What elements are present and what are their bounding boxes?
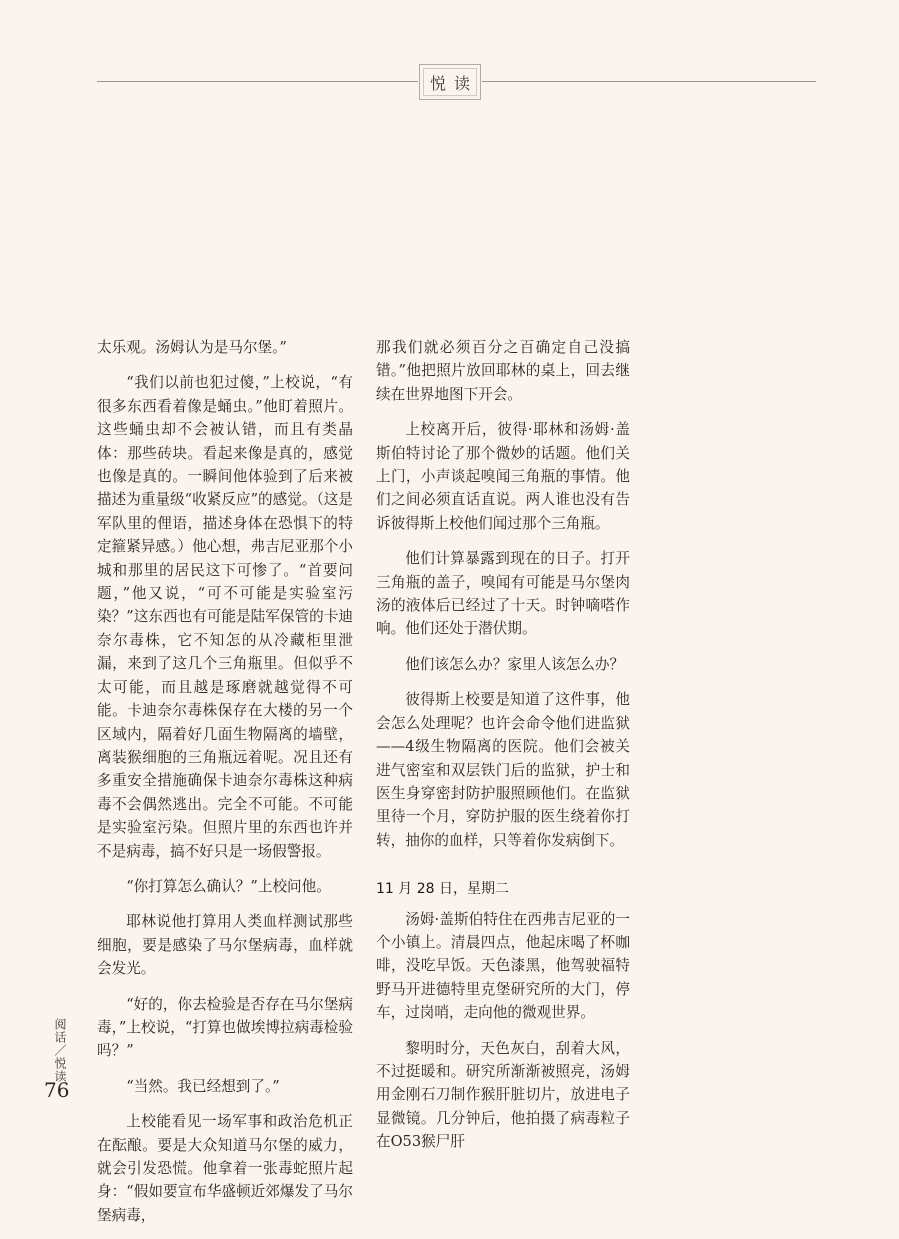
paragraph: 太乐观。汤姆认为是马尔堡。” xyxy=(97,339,287,356)
section-title: 悦读 xyxy=(429,73,478,93)
paragraph: 他们计算暴露到现在的日子。打开三角瓶的盖子，嗅闻有可能是马尔堡肉汤的液体后已经过了十天。时钟嘀嗒作响。他们还处于潜伏期。 xyxy=(376,550,630,638)
date-heading: 11 月 28 日，星期二 xyxy=(376,881,509,898)
paragraph: 那我们就必须百分之百确定自己没搞错。”他把照片放回耶林的桌上，回去继续在世界地图下开会。 xyxy=(376,339,630,403)
paragraph: 彼得斯上校要是知道了这件事，他会怎么处理呢？也许会命令他们进监狱——4级生物隔离的医院。他们会被关进气密室和双层铁门后的监狱，护士和医生身穿密封防护服照顾他们。在监狱里待一个月，穿防护服的医生绕着你打转，抽你的血样，只等着你发病倒下。 xyxy=(376,691,630,849)
paragraph: “当然。我已经想到了。” xyxy=(126,1077,280,1095)
paragraph: 上校能看见一场军事和政治危机正在酝酿。要是大众知道马尔堡的威力，就会引发恐慌。他拿着一张毒蛇照片起身：“假如要宣布华盛顿近郊爆发了马尔堡病毒， xyxy=(97,1113,353,1224)
paragraph: 他们该怎么办？家里人该怎么办？ xyxy=(405,655,625,673)
paragraph: 黎明时分，天色灰白，刮着大风，不过挺暖和。研究所渐渐被照亮，汤姆用金刚石刀制作猴肝脏切片，放进电子显微镜。几分钟后，他拍摄了病毒粒子在O53猴尸肝 xyxy=(376,1039,630,1151)
page-number: 76 xyxy=(44,1078,70,1102)
left-text-column xyxy=(97,336,353,1239)
paragraph: 耶林说他打算用人类血样测试那些细胞，要是感染了马尔堡病毒，血样就会发光。 xyxy=(97,913,353,978)
paragraph: “你打算怎么确认？”上校问他。 xyxy=(126,877,331,895)
header-rule-right xyxy=(482,81,816,82)
paragraph: 上校离开后，彼得·耶林和汤姆·盖斯伯特讨论了那个微妙的话题。他们关上门，小声谈起嗅闻三角瓶的事情。他们之间必须直话直说。两人谁也没有告诉彼得斯上校他们闻过那个三角瓶。 xyxy=(376,421,630,532)
paragraph: 汤姆·盖斯伯特住在西弗吉尼亚的一个小镇上。清晨四点，他起床喝了杯咖啡，没吃早饭。天色漆黑，他驾驶福特野马开进德特里克堡研究所的大门，停车，过岗哨，走向他的微观世界。 xyxy=(376,910,630,1022)
paragraph: “好的，你去检验是否存在马尔堡病毒，”上校说，“打算也做埃博拉病毒检验吗？” xyxy=(97,995,353,1060)
header-rule-left xyxy=(97,81,418,82)
magazine-side-label: 阅话／悦读 xyxy=(53,1018,67,1083)
right-text-column xyxy=(376,336,630,1166)
section-header-box xyxy=(419,64,481,100)
paragraph: “我们以前也犯过傻，”上校说，“有很多东西看着像是蛹虫。”他盯着照片。这些蛹虫却不会被认错，而且有类晶体：那些砖块。看起来像是真的，感觉也像是真的。一瞬间他体验到了后来被描述为重量级“收紧反应”的感觉。（这是军队里的俚语，描述身体在恐惧下的特定箍紧异感。）他心想，弗吉尼亚那个小城和那里的居民这下可惨了。“首要问题，”他又说，“可不可能是实验室污染？”这东西也有可能是陆军保管的卡迪奈尔毒株，它不知怎的从冷藏柜里泄漏，来到了这几个三角瓶里。但似乎不太可能，而且越是琢磨就越觉得不可能。卡迪奈尔毒株保存在大楼的另一个区域内，隔着好几面生物隔离的墙壁，离装猴细胞的三角瓶远着呢。况且还有多重安全措施确保卡迪奈尔毒株这种病毒不会偶然逃出。完全不可能。不可能是实验室污染。但照片里的东西也许并不是病毒，搞不好只是一场假警报。 xyxy=(97,374,353,860)
